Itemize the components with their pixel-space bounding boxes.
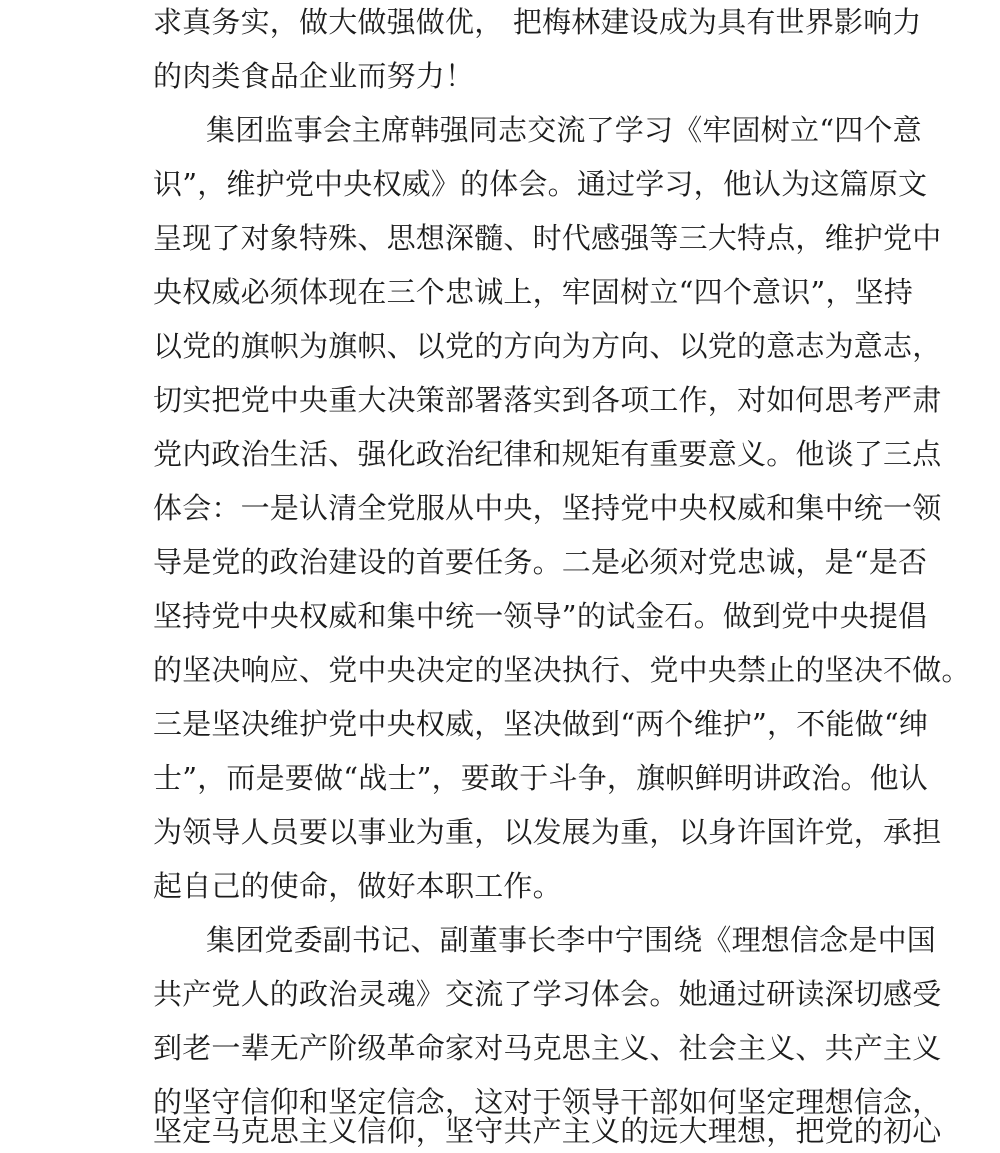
text-line: 坚定马克思主义信仰，坚守共产主义的远大理想，把党的初心: [153, 1114, 942, 1148]
text-line: 三是坚决维护党中央权威，坚决做到“两个维护”，不能做“绅: [153, 707, 929, 741]
text-line: 呈现了对象特殊、思想深髓、时代感强等三大特点，维护党中: [153, 221, 942, 255]
text-line: 导是党的政治建设的首要任务。二是必须对党忠诚，是“是否: [153, 545, 928, 579]
text-line: 以党的旗帜为旗帜、以党的方向为方向、以党的意志为意志，: [153, 329, 942, 363]
text-line: 识”，维护党中央权威》的体会。通过学习，他认为这篇原文: [153, 167, 928, 201]
text-line: 党内政治生活、强化政治纪律和规矩有重要意义。他谈了三点: [153, 437, 942, 471]
text-line: 到老一辈无产阶级革命家对马克思主义、社会主义、共产主义: [153, 1031, 942, 1065]
text-line: 共产党人的政治灵魂》交流了学习体会。她通过研读深切感受: [153, 977, 942, 1011]
text-line: 的肉类食品企业而努力！: [153, 59, 475, 93]
text-line: 集团监事会主席韩强同志交流了学习《牢固树立“四个意: [206, 113, 922, 147]
text-line: 切实把党中央重大决策部署落实到各项工作，对如何思考严肃: [153, 383, 942, 417]
text-line: 求真务实，做大做强做优， 把梅林建设成为具有世界影响力: [153, 5, 922, 39]
text-line: 体会：一是认清全党服从中央，坚持党中央权威和集中统一领: [153, 491, 942, 525]
text-line: 士”，而是要做“战士”，要敢于斗争，旗帜鲜明讲政治。他认: [153, 761, 929, 795]
text-line: 坚持党中央权威和集中统一领导”的试金石。做到党中央提倡: [153, 599, 928, 633]
text-line: 为领导人员要以事业为重，以发展为重，以身许国许党，承担: [153, 815, 942, 849]
text-line: 集团党委副书记、副董事长李中宁围绕《理想信念是中国: [206, 923, 937, 957]
text-line: 的坚决响应、党中央决定的坚决执行、党中央禁止的坚决不做。: [153, 653, 971, 687]
text-line: 央权威必须体现在三个忠诚上，牢固树立“四个意识”，坚持: [153, 275, 914, 309]
text-line: 的坚守信仰和坚定信念，这对于领导干部如何坚定理想信念，: [153, 1085, 942, 1119]
text-line: 起自己的使命，做好本职工作。: [153, 869, 562, 903]
